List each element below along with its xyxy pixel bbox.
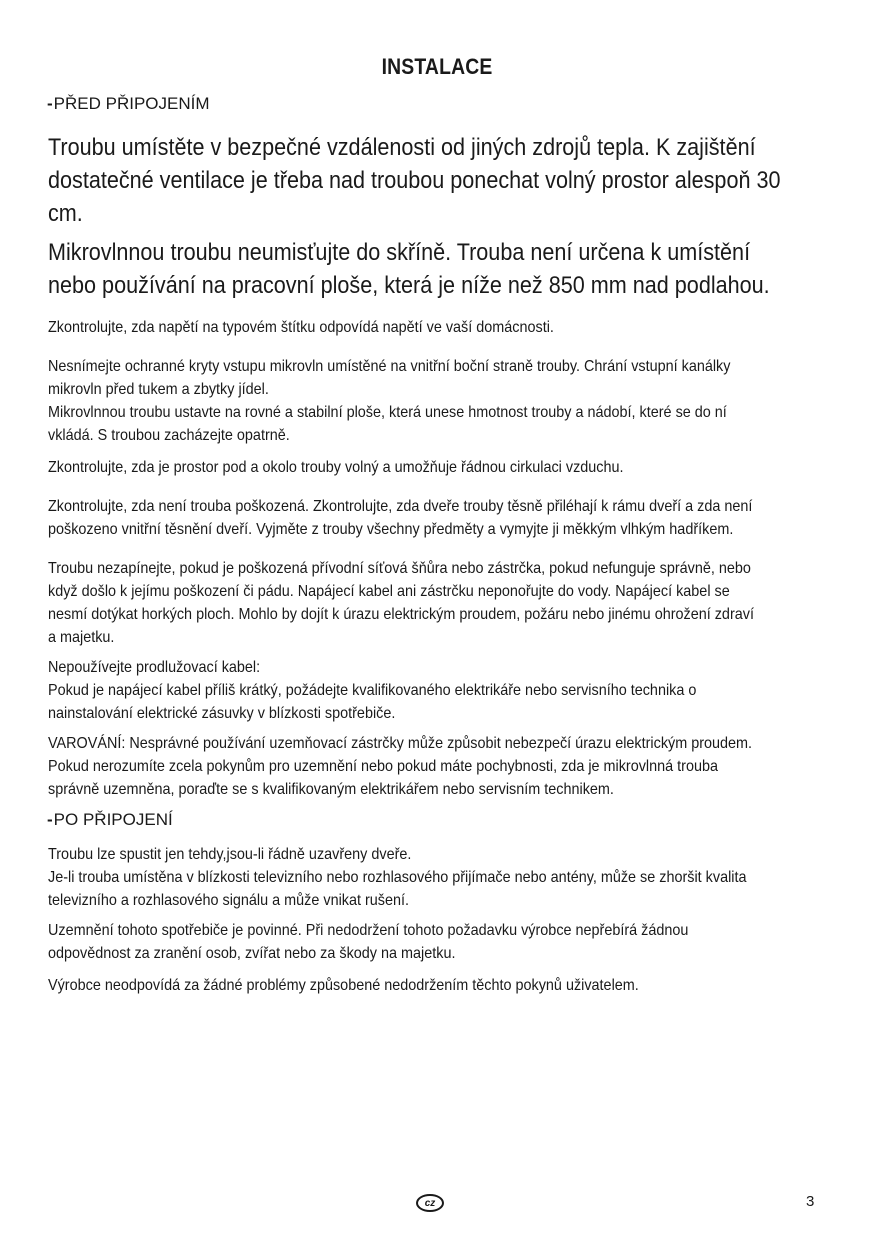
page-number: 3 [806, 1193, 815, 1210]
paragraph-damage-check: Zkontrolujte, zda není trouba poškozená. Zkontrolujte, zda dveře trouby těsně přiléhají k rámu dveří a zda není poškozeno vnitřní těsnění dveří. Vyjměte z trouby všechny předměty a vymyjte ji měkkým vlhkým hadříkem. [48, 498, 753, 538]
paragraph-warning-grounding: VAROVÁNÍ: Nesprávné používání uzemňovací zástrčky může způsobit nebezpečí úrazu elektrickým proudem. Pokud nerozumíte zcela pokynům pro uzemnění nebo pokud máte pochybnosti, zda je mikrovlnná trouba správně uzemněna, poraďte se s kvalifikovaným elektrikářem nebo servisním technikem. [48, 735, 753, 798]
paragraph-voltage: Zkontrolujte, zda napětí na typovém štítku odpovídá napětí ve vaší domácnosti. [48, 319, 554, 336]
paragraph-grounding-mandatory: Uzemnění tohoto spotřebiče je povinné. Při nedodržení tohoto požadavku výrobce nepřebírá žádnou odpovědnost za zranění osob, zvířat nebo za škody na majetku. [48, 922, 689, 962]
paragraph-extension-cable: Nepoužívejte prodlužovací kabel: Pokud je napájecí kabel příliš krátký, požádejte kvalifikovaného elektrikáře nebo servisního technika o nainstalování elektrické zásuvky v blízkosti spotřebiče. [48, 659, 697, 722]
section-heading-before-connection: -PŘED PŘIPOJENÍM [47, 94, 210, 113]
large-paragraph-cabinet: Mikrovlnnou troubu neumisťujte do skříně. Trouba není určena k umístění nebo používání na pracovní ploše, která je níže než 850 mm nad podlahou. [48, 239, 770, 299]
paragraph-manufacturer-liability: Výrobce neodpovídá za žádné problémy způsobené nedodržením těchto pokynů uživatelem. [48, 977, 639, 994]
paragraph-power-cable: Troubu nezapínejte, pokud je poškozená přívodní síťová šňůra nebo zástrčka, pokud nefunguje správně, nebo když došlo k jejímu poškození či pádu. Napájecí kabel ani zástrčku neponořujte do vody. Napájecí kabel se nesmí dotýkat horkých ploch. Mohlo by dojít k úrazu elektrickým proudem, požáru nebo jinému ohrožení zdraví a majetku. [48, 560, 754, 646]
large-paragraph-placement: Troubu umístěte v bezpečné vzdálenosti od jiných zdrojů tepla. K zajištění dostatečné ventilace je třeba nad troubou ponechat volný prostor alespoň 30 cm. [48, 134, 781, 227]
page-title: INSTALACE [382, 54, 493, 79]
paragraph-air-circulation: Zkontrolujte, zda je prostor pod a okolo trouby volný a umožňuje řádnou cirkulaci vzduchu. [48, 459, 624, 476]
language-badge-icon: cz [416, 1194, 444, 1212]
section-heading-after-connection: -PO PŘIPOJENÍ [47, 810, 173, 829]
paragraph-start-conditions: Troubu lze spustit jen tehdy,jsou-li řádně uzavřeny dveře. Je-li trouba umístěna v blízkosti televizního nebo rozhlasového přijímače nebo antény, může se zhoršit kvalita televizního a rozhlasového signálu a může vnikat rušení. [48, 846, 747, 909]
paragraph-protective-covers: Nesnímejte ochranné kryty vstupu mikrovln umístěné na vnitřní boční straně trouby. Chrání vstupní kanálky mikrovln před tukem a zbytky jídel. Mikrovlnnou troubu ustavte na rovné a stabilní ploše, která unese hmotnost trouby a nádobí, které se do ní vkládá. S troubou zacházejte opatrně. [48, 358, 731, 444]
